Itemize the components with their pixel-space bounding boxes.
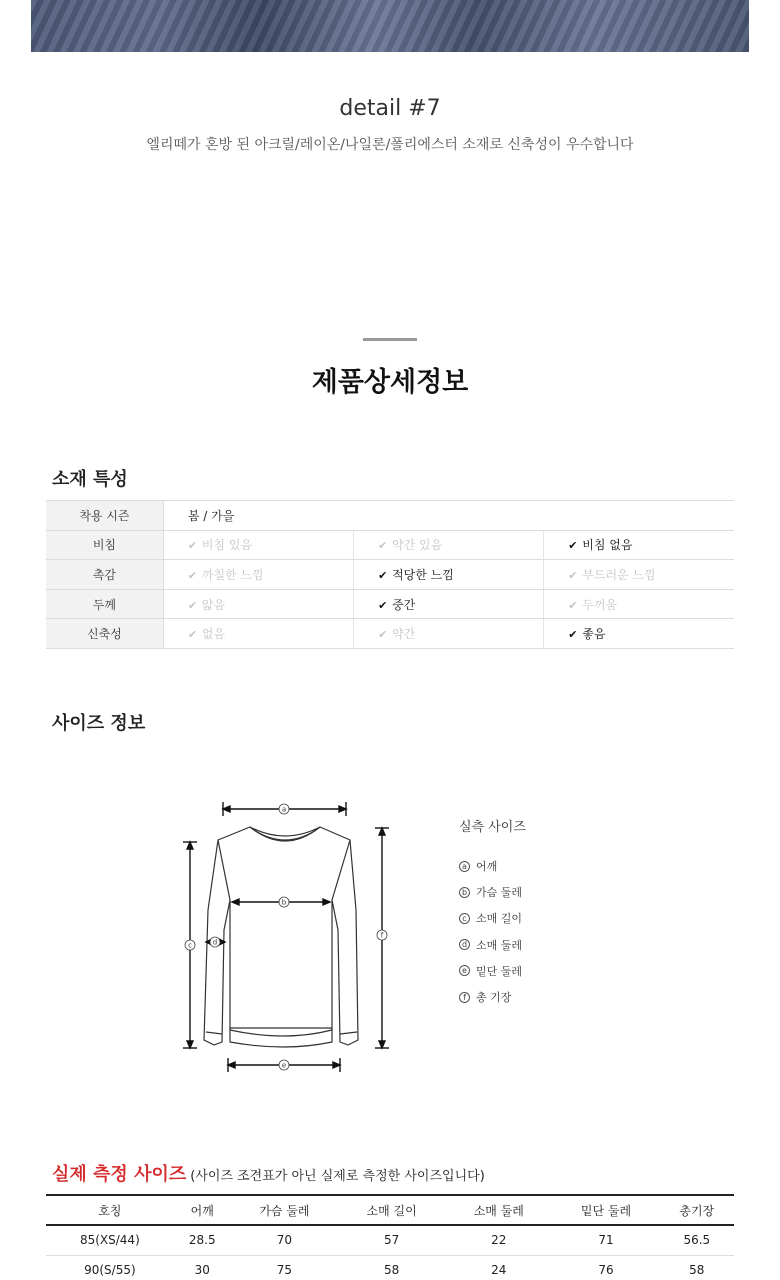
check-icon: ✔ [378, 628, 388, 642]
section-divider [363, 338, 417, 341]
size-column-header: 가슴 둘레 [259, 1203, 310, 1218]
option-checked [544, 530, 734, 560]
legend-marker: e [459, 965, 470, 976]
fabric-table [46, 500, 734, 649]
legend-text: 소매 길이 [476, 912, 523, 926]
table-cell: 90(S/55) [84, 1263, 136, 1277]
legend-marker: c [459, 913, 470, 924]
fabric-row [46, 619, 734, 649]
size-info-heading: 사이즈 정보 [52, 713, 146, 734]
check-icon: ✔ [187, 628, 198, 642]
legend-item [459, 853, 526, 879]
option-label: 좋음 [582, 627, 606, 642]
option-unchecked [163, 619, 353, 649]
option-checked [354, 560, 544, 590]
check-icon: ✔ [568, 568, 578, 582]
option-label: 약간 있음 [392, 538, 443, 553]
measurement-title-text: 실제 측정 사이즈 [52, 1164, 187, 1185]
check-icon: ✔ [378, 568, 388, 582]
option-label: 적당한 느낌 [392, 567, 454, 582]
legend-text: 총 기장 [476, 991, 512, 1005]
check-icon: ✔ [568, 539, 578, 553]
legend-title: 실측 사이즈 [459, 820, 526, 835]
detail-title: detail #7 [339, 96, 441, 121]
diagram-marker-d: d [212, 938, 218, 947]
option-label: 비침 없음 [582, 538, 633, 553]
option-label: 까칠한 느낌 [201, 567, 264, 582]
check-icon: ✔ [378, 598, 388, 612]
fabric-row-label: 촉감 [46, 560, 163, 590]
option-checked [354, 589, 544, 619]
legend-item [459, 984, 526, 1010]
diagram-marker-c: c [188, 941, 192, 950]
option-unchecked [163, 530, 353, 560]
measurement-title [52, 1160, 485, 1186]
fabric-row-label: 비침 [46, 530, 163, 560]
diagram-marker-f: f [380, 931, 384, 940]
fabric-row-season [46, 501, 734, 531]
table-cell: 22 [491, 1233, 507, 1248]
check-icon: ✔ [187, 539, 198, 553]
option-unchecked [544, 560, 734, 590]
option-label: 없음 [201, 627, 226, 642]
option-label: 약간 [392, 627, 416, 642]
legend-text: 소매 둘레 [476, 938, 523, 952]
check-icon: ✔ [187, 568, 198, 582]
option-unchecked [163, 560, 353, 590]
size-legend [459, 816, 526, 1010]
table-cell: 24 [491, 1263, 507, 1277]
option-label: 얇음 [201, 597, 226, 612]
option-checked [544, 619, 734, 649]
option-unchecked [354, 530, 544, 560]
table-cell: 70 [276, 1233, 293, 1248]
check-icon: ✔ [568, 628, 578, 642]
fabric-row-label: 두께 [46, 589, 163, 619]
table-row [46, 1255, 734, 1280]
check-icon: ✔ [378, 539, 388, 553]
option-label: 중간 [392, 597, 416, 612]
season-value: 봄 / 가을 [163, 501, 734, 531]
fabric-row-label: 신축성 [46, 619, 163, 649]
option-unchecked [163, 589, 353, 619]
size-table-header [46, 1195, 734, 1225]
table-cell: 85(XS/44) [79, 1233, 140, 1248]
option-unchecked [544, 589, 734, 619]
legend-text: 어깨 [476, 860, 498, 874]
legend-item [459, 958, 526, 984]
section-title: 제품상세정보 [311, 367, 469, 398]
fabric-row [46, 589, 734, 619]
table-cell: 57 [383, 1233, 400, 1248]
size-column-header: 소매 둘레 [473, 1203, 524, 1218]
diagram-marker-e: e [281, 1061, 287, 1070]
legend-item [459, 879, 526, 905]
option-label: 비침 있음 [201, 538, 253, 553]
table-cell: 71 [598, 1233, 614, 1248]
table-cell: 30 [194, 1263, 210, 1277]
check-icon: ✔ [187, 598, 198, 612]
fabric-row-label: 착용 시즌 [46, 501, 163, 531]
table-cell: 58 [689, 1263, 705, 1277]
diagram-marker-b: b [281, 898, 287, 907]
legend-marker: a [459, 861, 470, 872]
table-cell: 28.5 [188, 1233, 216, 1248]
diagram-marker-a: a [281, 805, 287, 814]
sweater-diagram [170, 790, 390, 1080]
size-column-header: 호칭 [98, 1203, 122, 1218]
legend-marker: f [459, 992, 470, 1003]
size-column-header: 어깨 [190, 1203, 214, 1218]
table-cell: 58 [383, 1263, 400, 1277]
fabric-row [46, 560, 734, 590]
legend-text: 밑단 둘레 [476, 964, 523, 978]
legend-marker: b [459, 887, 470, 898]
legend-text: 가슴 둘레 [476, 886, 523, 900]
option-label: 두꺼움 [582, 597, 618, 612]
table-cell: 56.5 [683, 1233, 711, 1248]
table-row [46, 1225, 734, 1255]
measurement-note: (사이즈 조견표가 아닌 실제로 측정한 사이즈입니다) [190, 1169, 485, 1184]
table-cell: 76 [598, 1263, 614, 1277]
detail-description: 엘리떼가 혼방 된 아크릴/레이온/나일론/폴리에스터 소재로 신축성이 우수합니다 [146, 137, 634, 153]
check-icon: ✔ [568, 598, 578, 612]
table-cell: 75 [276, 1263, 293, 1277]
size-table [46, 1194, 734, 1280]
legend-item [459, 905, 526, 931]
legend-marker: d [459, 939, 470, 950]
product-knit-photo [31, 0, 749, 52]
size-column-header: 밑단 둘레 [580, 1203, 632, 1218]
size-column-header: 소매 길이 [366, 1203, 417, 1218]
option-label: 부드러운 느낌 [582, 567, 656, 582]
fabric-row [46, 530, 734, 560]
fabric-heading: 소재 특성 [52, 469, 128, 490]
option-unchecked [354, 619, 544, 649]
legend-item [459, 932, 526, 958]
size-column-header: 총기장 [679, 1203, 715, 1218]
